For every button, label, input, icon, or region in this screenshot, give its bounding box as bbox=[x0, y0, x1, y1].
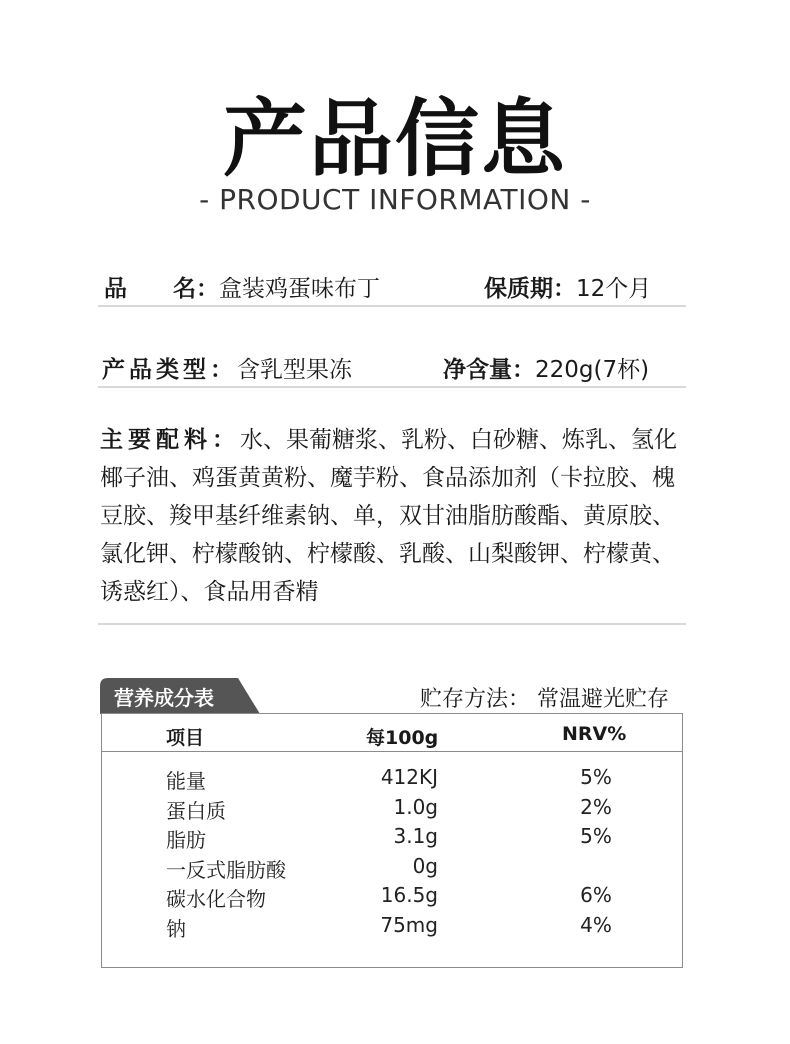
nutrition-tab-label: 营养成分表 bbox=[114, 686, 214, 710]
row-nrv: 5% bbox=[580, 765, 612, 789]
product-name-label: 品 名： bbox=[104, 276, 219, 302]
nutrition-tab bbox=[100, 678, 260, 714]
shelf-life-label: 保质期： bbox=[484, 276, 576, 302]
net-content-row bbox=[443, 351, 649, 384]
product-name-value: 盒装鸡蛋味布丁 bbox=[219, 276, 380, 302]
product-type-row bbox=[102, 351, 352, 384]
product-type-label: 产品类型： bbox=[102, 357, 237, 383]
row-item: 一反式脂肪酸 bbox=[166, 858, 286, 882]
page-title: 产品信息 bbox=[222, 90, 567, 188]
table-header-divider bbox=[102, 751, 683, 752]
page-subtitle: - PRODUCT INFORMATION - bbox=[199, 183, 591, 216]
storage-method: 贮存方法： 常温避光贮存 bbox=[420, 687, 669, 712]
row-item: 能量 bbox=[166, 769, 206, 793]
row-per100g: 1.0g bbox=[393, 795, 438, 819]
row-per100g: 16.5g bbox=[380, 883, 438, 907]
row-item: 钠 bbox=[166, 917, 186, 941]
ingredients-label: 主要配料： bbox=[100, 427, 240, 453]
net-content-value: 220g(7杯) bbox=[535, 357, 650, 383]
net-content-label: 净含量： bbox=[443, 357, 535, 383]
row-per100g: 412KJ bbox=[380, 765, 438, 789]
shelf-life-row bbox=[484, 270, 651, 303]
divider-1 bbox=[98, 305, 686, 307]
product-type-value: 含乳型果冻 bbox=[237, 357, 352, 383]
row-item: 碳水化合物 bbox=[166, 887, 266, 911]
header-item: 项目 bbox=[166, 727, 205, 749]
header-per100g: 每100g bbox=[366, 727, 439, 749]
row-per100g: 75mg bbox=[380, 913, 438, 937]
product-name-row bbox=[104, 270, 380, 303]
row-nrv: 4% bbox=[580, 913, 612, 937]
ingredients-block bbox=[100, 421, 690, 611]
row-nrv: 6% bbox=[580, 883, 612, 907]
row-nrv: 5% bbox=[580, 824, 612, 848]
row-item: 蛋白质 bbox=[166, 799, 226, 823]
divider-2 bbox=[98, 386, 686, 388]
header-nrv: NRV% bbox=[562, 723, 627, 745]
row-nrv: 2% bbox=[580, 795, 612, 819]
shelf-life-value: 12个月 bbox=[576, 276, 652, 302]
ingredients-text: 水、果葡糖浆、乳粉、白砂糖、炼乳、氢化椰子油、鸡蛋黄黄粉、魔芋粉、食品添加剂（卡拉胶、槐豆胶、羧甲基纤维素钠、单，双甘油脂肪酸酯、黄原胶、氯化钾、柠檬酸钠、柠檬酸、乳酸、山梨酸钾、柠檬黄、诱惑红）、食品用香精 bbox=[100, 427, 677, 605]
row-item: 脂肪 bbox=[166, 828, 206, 852]
divider-3 bbox=[98, 623, 686, 625]
row-per100g: 3.1g bbox=[393, 824, 438, 848]
row-per100g: 0g bbox=[412, 854, 438, 878]
